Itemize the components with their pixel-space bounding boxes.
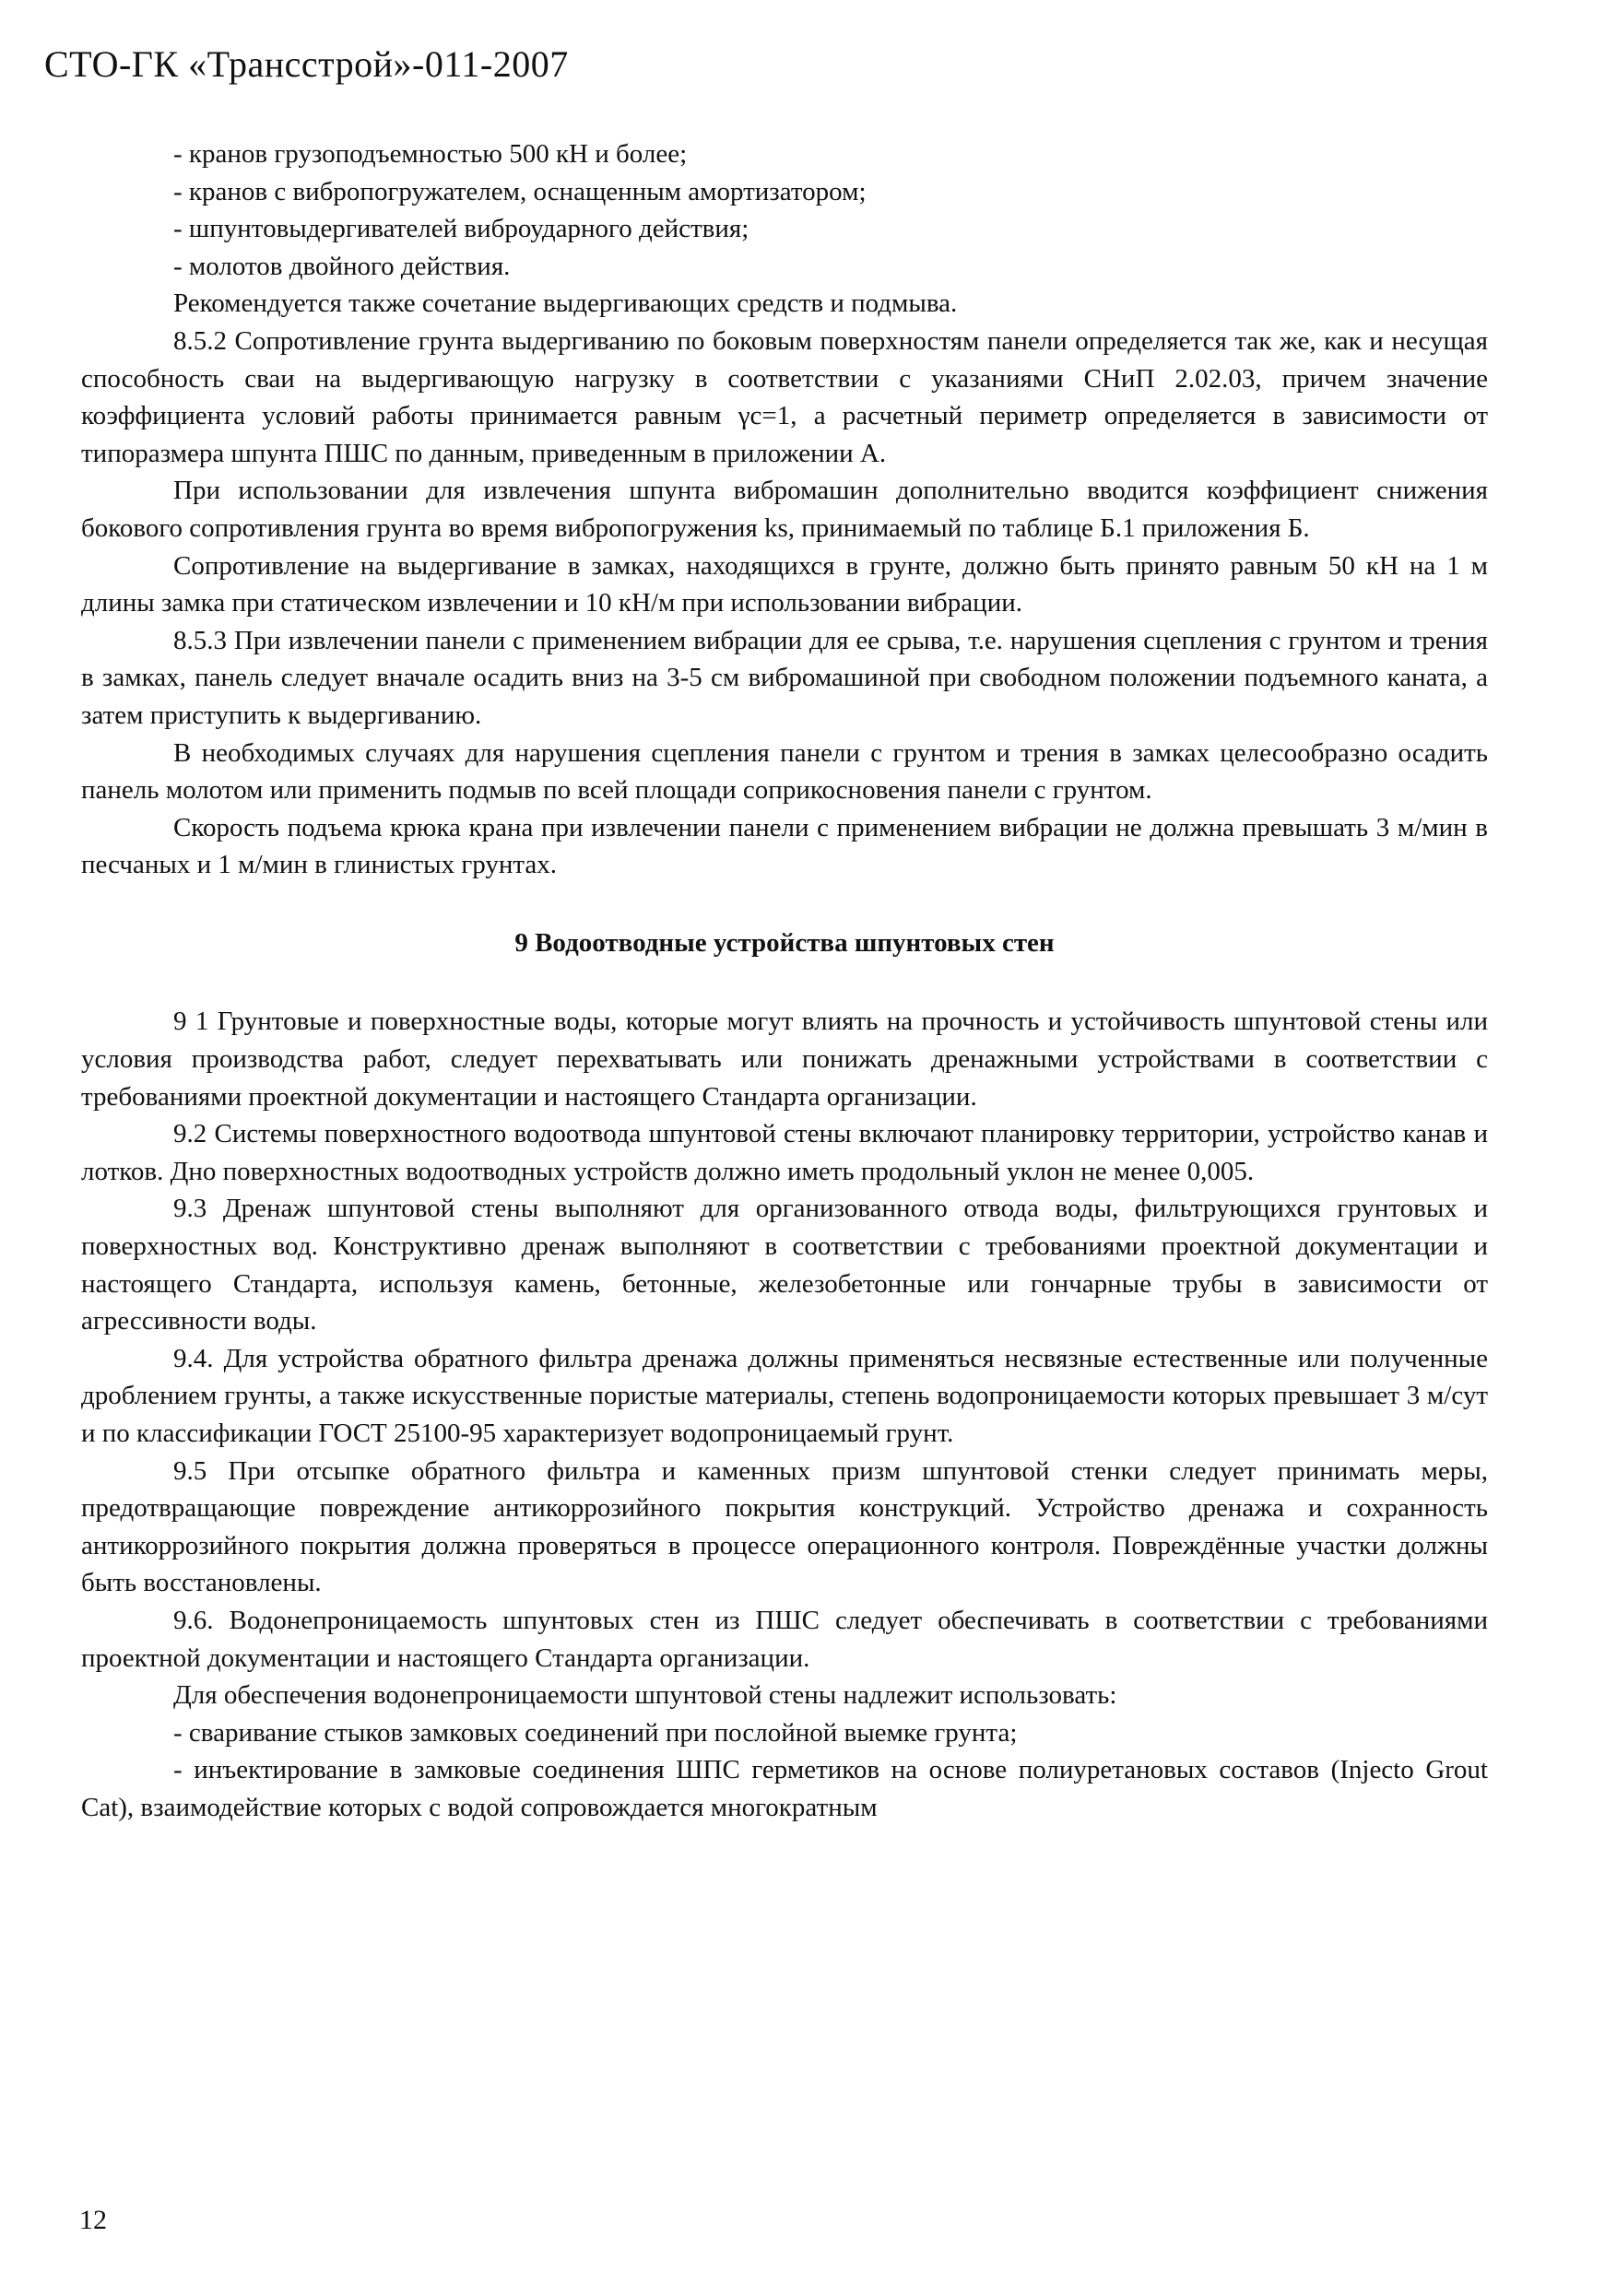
paragraph: - сваривание стыков замковых соединений при послойной выемке грунта; (173, 1717, 1018, 1748)
paragraph: - кранов грузоподъемностью 500 кН и более; (173, 139, 688, 169)
paragraph: 8.5.2 Сопротивление грунта выдергиванию по боковым поверхностям панели определяется так же, как и несущая способность сваи на выдергивающую нагрузку в соответствии с указаниями СНиП 2.02.03, причем значение коэффициента условий работы принимается равным γc=1, а расчетный периметр определяется в зависимости от типоразмера шпунта ПШС по данным, приведенным в приложении А. (81, 325, 1488, 468)
paragraph: Для обеспечения водонепроницаемости шпунтовой стены надлежит использовать: (173, 1680, 1117, 1711)
paragraph: В необходимых случаях для нарушения сцепления панели с грунтом и трения в замках целесообразно осадить панель молотом или применить подмыв по всей площади соприкосновения панели с грунтом. (81, 737, 1488, 806)
document-header: СТО-ГК «Трансстрой»-011-2007 (44, 43, 569, 85)
section-heading: 9 Водоотводные устройства шпунтовых стен (514, 927, 1055, 958)
paragraph: 8.5.3 При извлечении панели с применением вибрации для ее срыва, т.е. нарушения сцепления с грунтом и трения в замках, панель следует вначале осадить вниз на 3-5 см вибромашиной при свободном положении подъемного каната, а затем приступить к выдергиванию. (81, 625, 1488, 730)
paragraph: Сопротивление на выдергивание в замках, находящихся в грунте, должно быть принято равным 50 кН на 1 м длины замка при статическом извлечении и 10 кН/м при использовании вибрации. (81, 550, 1488, 618)
paragraph: Рекомендуется также сочетание выдергивающих средств и подмыва. (173, 288, 958, 319)
page-number: 12 (79, 2205, 107, 2235)
document-body (81, 135, 1488, 1827)
paragraph: - кранов с вибропогружателем, оснащенным амортизатором; (173, 176, 867, 206)
paragraph: При использовании для извлечения шпунта вибромашин дополнительно вводится коэффициент снижения бокового сопротивления грунта во время вибропогружения ks, принимаемый по таблице Б.1 приложения Б. (81, 476, 1488, 543)
paragraph: 9 1 Грунтовые и поверхностные воды, которые могут влиять на прочность и устойчивость шпунтовой стены или условия производства работ, следует перехватывать или понижать дренажными устройствами в соответствии с требованиями проектной документации и настоящего Стандарта организации. (81, 1007, 1488, 1112)
paragraph: - молотов двойного действия. (173, 251, 511, 281)
paragraph: 9.3 Дренаж шпунтовой стены выполняют для организованного отвода воды, фильтрующихся грунтовых и поверхностных вод. Конструктивно дренаж выполняют в соответствии с требованиями проектной документации и настоящего Стандарта, используя камень, бетонные, железобетонные или гончарные трубы в зависимости от агрессивности воды. (81, 1194, 1488, 1336)
paragraph: 9.6. Водонепроницаемость шпунтовых стен из ПШС следует обеспечивать в соответствии с требованиями проектной документации и настоящего Стандарта организации. (81, 1605, 1488, 1673)
paragraph: - инъектирование в замковые соединения ШПС герметиков на основе полиуретановых составов (Injecto Grout Cat), взаимодействие которых с водой сопровождается многократным (81, 1755, 1488, 1822)
paragraph: 9.2 Системы поверхностного водоотвода шпунтовой стены включают планировку территории, устройство канав и лотков. Дно поверхностных водоотводных устройств должно иметь продольный уклон не менее 0,005. (81, 1119, 1488, 1186)
paragraph: Скорость подъема крюка крана при извлечении панели с применением вибрации не должна превышать 3 м/мин в песчаных и 1 м/мин в глинистых грунтах. (81, 812, 1488, 880)
paragraph: - шпунтовыдергивателей виброударного действия; (173, 214, 749, 244)
paragraph: 9.4. Для устройства обратного фильтра дренажа должны применяться несвязные естественные или полученные дроблением грунты, а также искусственные пористые материалы, степень водопроницаемости которых превышает 3 м/сут и по классификации ГОСТ 25100-95 характеризует водопроницаемый грунт. (81, 1343, 1488, 1448)
paragraph: 9.5 При отсыпке обратного фильтра и каменных призм шпунтовой стенки следует принимать меры, предотвращающие повреждение антикоррозийного покрытия конструкций. Устройство дренажа и сохранность антикоррозийного покрытия должна проверяться в процессе операционного контроля. Повреждённые участки должны быть восстановлены. (81, 1455, 1488, 1598)
